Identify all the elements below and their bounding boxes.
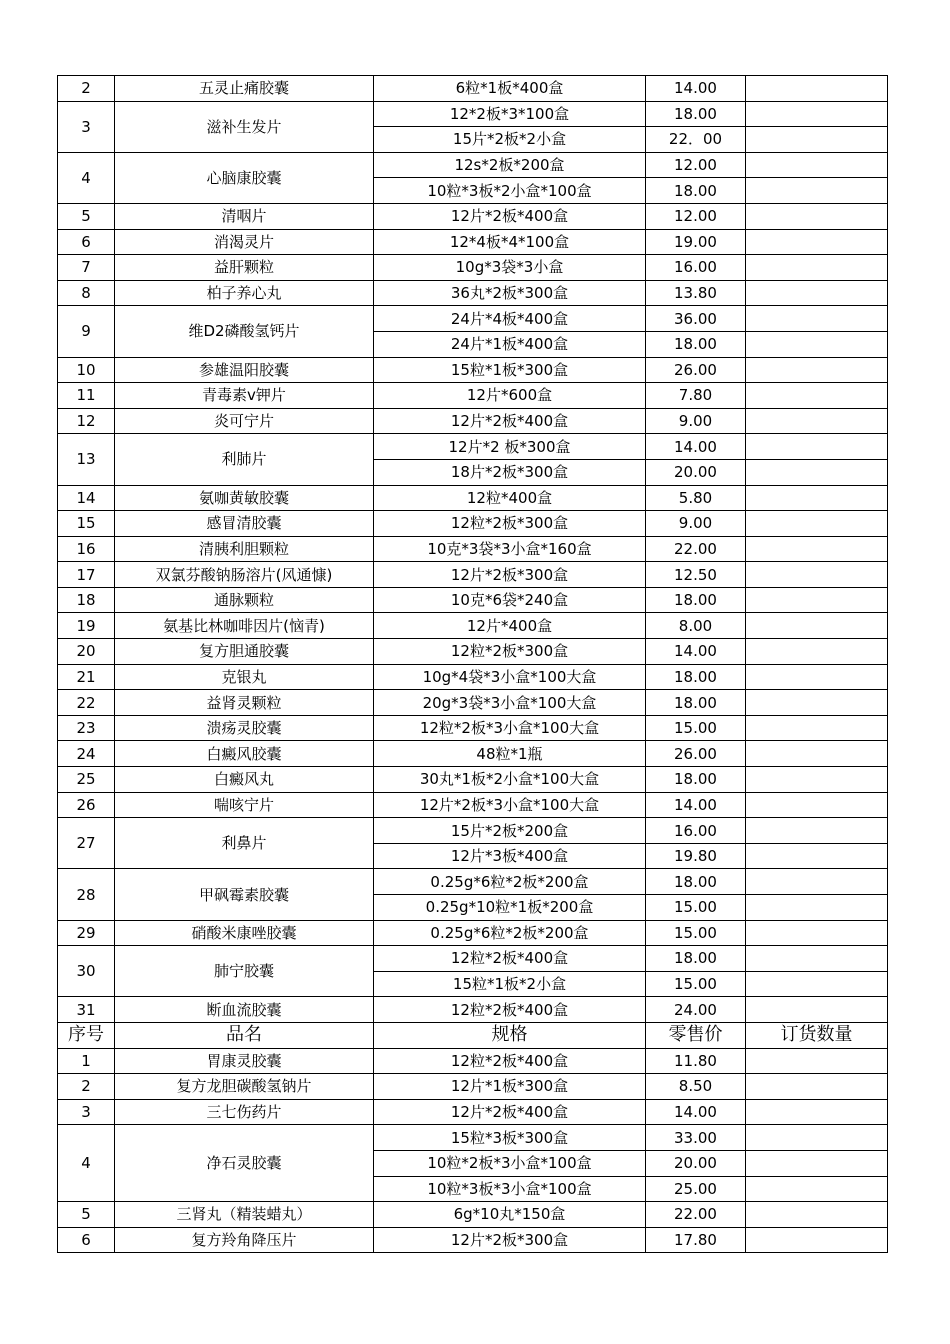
- row-number: 31: [58, 997, 115, 1023]
- table-row: [58, 613, 888, 639]
- price-cell: 15.00: [646, 715, 746, 741]
- qty-cell[interactable]: [746, 587, 888, 613]
- spec-cell: 10克*6袋*240盒: [374, 587, 646, 613]
- qty-cell[interactable]: [746, 690, 888, 716]
- product-name: 清咽片: [115, 203, 374, 229]
- price-cell: 18.00: [646, 178, 746, 204]
- product-name: 喘咳宁片: [115, 792, 374, 818]
- row-number: 6: [58, 229, 115, 255]
- section2-body: [58, 1048, 888, 1253]
- product-name: 氨基比林咖啡因片(恼青): [115, 613, 374, 639]
- table-row: [58, 280, 888, 306]
- product-name: 维D2磷酸氢钙片: [115, 306, 374, 357]
- spec-cell: 12*2板*3*100盒: [374, 101, 646, 127]
- qty-cell[interactable]: [746, 485, 888, 511]
- qty-cell[interactable]: [746, 357, 888, 383]
- row-number: 18: [58, 587, 115, 613]
- row-number: 30: [58, 946, 115, 997]
- price-cell: 8.50: [646, 1074, 746, 1100]
- row-number: 12: [58, 408, 115, 434]
- qty-cell[interactable]: [746, 818, 888, 844]
- row-number: 28: [58, 869, 115, 920]
- spec-cell: 12粒*2板*3小盒*100大盒: [374, 715, 646, 741]
- qty-cell[interactable]: [746, 1048, 888, 1074]
- price-cell: 26.00: [646, 741, 746, 767]
- price-cell: 14.00: [646, 1099, 746, 1125]
- table-header: [58, 1022, 888, 1048]
- product-name: 五灵止痛胶囊: [115, 76, 374, 102]
- row-number: 5: [58, 203, 115, 229]
- price-cell: 18.00: [646, 869, 746, 895]
- row-number: 10: [58, 357, 115, 383]
- product-name: 克银丸: [115, 664, 374, 690]
- spec-cell: 12片*2板*400盒: [374, 203, 646, 229]
- table-row: [58, 639, 888, 665]
- table-row: [58, 1074, 888, 1100]
- price-cell: 18.00: [646, 101, 746, 127]
- qty-cell[interactable]: [746, 127, 888, 153]
- product-name: 清胰利胆颗粒: [115, 536, 374, 562]
- spec-cell: 12片*2板*400盒: [374, 1099, 646, 1125]
- product-name: 白癜风丸: [115, 767, 374, 793]
- price-cell: 14.00: [646, 792, 746, 818]
- product-name: 感冒清胶囊: [115, 511, 374, 537]
- table-row: [58, 76, 888, 102]
- spec-cell: 12片*2板*3小盒*100大盒: [374, 792, 646, 818]
- price-cell: 20.00: [646, 459, 746, 485]
- table-row: [58, 690, 888, 716]
- qty-cell[interactable]: [746, 459, 888, 485]
- price-cell: 14.00: [646, 639, 746, 665]
- spec-cell: 12片*2 板*300盒: [374, 434, 646, 460]
- product-name: 肺宁胶囊: [115, 946, 374, 997]
- price-cell: 11.80: [646, 1048, 746, 1074]
- spec-cell: 12片*600盒: [374, 383, 646, 409]
- table-row: [58, 511, 888, 537]
- product-name: 利鼻片: [115, 818, 374, 869]
- product-name: 炎可宁片: [115, 408, 374, 434]
- price-cell: 12.00: [646, 152, 746, 178]
- qty-cell[interactable]: [746, 1176, 888, 1202]
- row-number: 5: [58, 1202, 115, 1228]
- spec-cell: 0.25g*6粒*2板*200盒: [374, 920, 646, 946]
- price-cell: 15.00: [646, 920, 746, 946]
- table-row: [58, 562, 888, 588]
- price-cell: 36.00: [646, 306, 746, 332]
- price-cell: 18.00: [646, 946, 746, 972]
- table-row: [58, 664, 888, 690]
- spec-cell: 6g*10丸*150盒: [374, 1202, 646, 1228]
- qty-cell[interactable]: [746, 76, 888, 102]
- spec-cell: 48粒*1瓶: [374, 741, 646, 767]
- qty-cell[interactable]: [746, 1099, 888, 1125]
- spec-cell: 15片*2板*200盒: [374, 818, 646, 844]
- header-spec: 规格: [374, 1022, 646, 1048]
- row-number: 2: [58, 1074, 115, 1100]
- spec-cell: 12片*400盒: [374, 613, 646, 639]
- spec-cell: 12s*2板*200盒: [374, 152, 646, 178]
- spec-cell: 0.25g*6粒*2板*200盒: [374, 869, 646, 895]
- spec-cell: 12粒*2板*400盒: [374, 997, 646, 1023]
- table-row: [58, 1227, 888, 1253]
- spec-cell: 12粒*2板*400盒: [374, 1048, 646, 1074]
- price-cell: 18.00: [646, 587, 746, 613]
- row-number: 3: [58, 1099, 115, 1125]
- product-name: 白癜风胶囊: [115, 741, 374, 767]
- price-cell: 19.00: [646, 229, 746, 255]
- product-name: 青毒素v钾片: [115, 383, 374, 409]
- price-cell: 8.00: [646, 613, 746, 639]
- spec-cell: 10g*4袋*3小盒*100大盒: [374, 664, 646, 690]
- product-name: 参雄温阳胶囊: [115, 357, 374, 383]
- price-cell: 15.00: [646, 971, 746, 997]
- qty-cell[interactable]: [746, 741, 888, 767]
- row-number: 21: [58, 664, 115, 690]
- qty-cell[interactable]: [746, 869, 888, 895]
- spec-cell: 12*4板*4*100盒: [374, 229, 646, 255]
- spec-cell: 12片*1板*300盒: [374, 1074, 646, 1100]
- price-cell: 13.80: [646, 280, 746, 306]
- row-number: 29: [58, 920, 115, 946]
- price-cell: 26.00: [646, 357, 746, 383]
- price-cell: 33.00: [646, 1125, 746, 1151]
- spec-cell: 12片*2板*400盒: [374, 408, 646, 434]
- row-number: 23: [58, 715, 115, 741]
- qty-cell[interactable]: [746, 767, 888, 793]
- qty-cell[interactable]: [746, 434, 888, 460]
- product-name: 复方龙胆碳酸氢钠片: [115, 1074, 374, 1100]
- header-no: 序号: [58, 1022, 115, 1048]
- qty-cell[interactable]: [746, 639, 888, 665]
- product-name: 三七伤药片: [115, 1099, 374, 1125]
- price-cell: 14.00: [646, 76, 746, 102]
- drug-price-table: [57, 75, 888, 1253]
- row-number: 14: [58, 485, 115, 511]
- qty-cell[interactable]: [746, 664, 888, 690]
- price-cell: 22．00: [646, 127, 746, 153]
- table-row: [58, 818, 888, 844]
- row-number: 4: [58, 1125, 115, 1202]
- qty-cell[interactable]: [746, 971, 888, 997]
- qty-cell[interactable]: [746, 383, 888, 409]
- product-name: 断血流胶囊: [115, 997, 374, 1023]
- price-cell: 5.80: [646, 485, 746, 511]
- row-number: 6: [58, 1227, 115, 1253]
- product-name: 益肝颗粒: [115, 255, 374, 281]
- qty-cell[interactable]: [746, 843, 888, 869]
- table-row: [58, 383, 888, 409]
- qty-cell[interactable]: [746, 920, 888, 946]
- price-cell: 18.00: [646, 767, 746, 793]
- product-name: 利肺片: [115, 434, 374, 485]
- spec-cell: 10克*3袋*3小盒*160盒: [374, 536, 646, 562]
- row-number: 8: [58, 280, 115, 306]
- spec-cell: 10粒*2板*3小盒*100盒: [374, 1150, 646, 1176]
- table-row: [58, 920, 888, 946]
- qty-cell[interactable]: [746, 1074, 888, 1100]
- price-cell: 16.00: [646, 255, 746, 281]
- qty-cell[interactable]: [746, 280, 888, 306]
- spec-cell: 15粒*1板*2小盒: [374, 971, 646, 997]
- row-number: 1: [58, 1048, 115, 1074]
- product-name: 滋补生发片: [115, 101, 374, 152]
- price-cell: 14.00: [646, 434, 746, 460]
- price-cell: 12.50: [646, 562, 746, 588]
- table-row: [58, 767, 888, 793]
- qty-cell[interactable]: [746, 178, 888, 204]
- table-row: [58, 1202, 888, 1228]
- spec-cell: 12片*2板*300盒: [374, 562, 646, 588]
- row-number: 19: [58, 613, 115, 639]
- table-row: [58, 587, 888, 613]
- qty-cell[interactable]: [746, 946, 888, 972]
- product-name: 复方羚角降压片: [115, 1227, 374, 1253]
- header-name: 品名: [115, 1022, 374, 1048]
- product-name: 消渴灵片: [115, 229, 374, 255]
- spec-cell: 36丸*2板*300盒: [374, 280, 646, 306]
- row-number: 26: [58, 792, 115, 818]
- table-row: [58, 715, 888, 741]
- row-number: 7: [58, 255, 115, 281]
- price-cell: 16.00: [646, 818, 746, 844]
- price-cell: 25.00: [646, 1176, 746, 1202]
- table-row: [58, 229, 888, 255]
- spec-cell: 10粒*3板*2小盒*100盒: [374, 178, 646, 204]
- product-name: 甲砜霉素胶囊: [115, 869, 374, 920]
- price-cell: 20.00: [646, 1150, 746, 1176]
- product-name: 双氯芬酸钠肠溶片(风通慷): [115, 562, 374, 588]
- qty-cell[interactable]: [746, 229, 888, 255]
- row-number: 20: [58, 639, 115, 665]
- table-row: [58, 255, 888, 281]
- row-number: 22: [58, 690, 115, 716]
- spec-cell: 12粒*2板*400盒: [374, 946, 646, 972]
- spec-cell: 20g*3袋*3小盒*100大盒: [374, 690, 646, 716]
- qty-cell[interactable]: [746, 331, 888, 357]
- table-row: [58, 536, 888, 562]
- spec-cell: 10g*3袋*3小盒: [374, 255, 646, 281]
- price-cell: 18.00: [646, 690, 746, 716]
- qty-cell[interactable]: [746, 255, 888, 281]
- qty-cell[interactable]: [746, 408, 888, 434]
- spec-cell: 6粒*1板*400盒: [374, 76, 646, 102]
- spec-cell: 12粒*2板*300盒: [374, 639, 646, 665]
- row-number: 9: [58, 306, 115, 357]
- price-cell: 15.00: [646, 895, 746, 921]
- section1-body: [58, 76, 888, 1023]
- row-number: 4: [58, 152, 115, 203]
- price-cell: 22.00: [646, 536, 746, 562]
- qty-cell[interactable]: [746, 1227, 888, 1253]
- spec-cell: 18片*2板*300盒: [374, 459, 646, 485]
- price-cell: 19.80: [646, 843, 746, 869]
- table-row: [58, 1099, 888, 1125]
- table-row: [58, 152, 888, 178]
- table-row: [58, 869, 888, 895]
- header-price: 零售价: [646, 1022, 746, 1048]
- table-row: [58, 408, 888, 434]
- spec-cell: 30丸*1板*2小盒*100大盒: [374, 767, 646, 793]
- price-cell: 22.00: [646, 1202, 746, 1228]
- row-number: 17: [58, 562, 115, 588]
- spec-cell: 15片*2板*2小盒: [374, 127, 646, 153]
- table-row: [58, 101, 888, 127]
- price-cell: 18.00: [646, 331, 746, 357]
- row-number: 27: [58, 818, 115, 869]
- price-cell: 24.00: [646, 997, 746, 1023]
- table-row: [58, 946, 888, 972]
- table-row: [58, 1048, 888, 1074]
- spec-cell: 24片*4板*400盒: [374, 306, 646, 332]
- row-number: 3: [58, 101, 115, 152]
- price-cell: 12.00: [646, 203, 746, 229]
- price-cell: 9.00: [646, 408, 746, 434]
- spec-cell: 15粒*3板*300盒: [374, 1125, 646, 1151]
- qty-cell[interactable]: [746, 1202, 888, 1228]
- price-cell: 9.00: [646, 511, 746, 537]
- qty-cell[interactable]: [746, 613, 888, 639]
- spec-cell: 0.25g*10粒*1板*200盒: [374, 895, 646, 921]
- table-row: [58, 741, 888, 767]
- table-row: [58, 792, 888, 818]
- product-name: 三肾丸（精装蜡丸）: [115, 1202, 374, 1228]
- qty-cell[interactable]: [746, 306, 888, 332]
- table-row: [58, 203, 888, 229]
- price-cell: 18.00: [646, 664, 746, 690]
- product-name: 柏子养心丸: [115, 280, 374, 306]
- product-name: 胃康灵胶囊: [115, 1048, 374, 1074]
- product-name: 氨咖黄敏胶囊: [115, 485, 374, 511]
- table-row: [58, 434, 888, 460]
- product-name: 心脑康胶囊: [115, 152, 374, 203]
- table-row: [58, 1125, 888, 1151]
- table-row: [58, 997, 888, 1023]
- row-number: 15: [58, 511, 115, 537]
- spec-cell: 12粒*2板*300盒: [374, 511, 646, 537]
- qty-cell[interactable]: [746, 1125, 888, 1151]
- table-row: [58, 306, 888, 332]
- product-name: 硝酸米康唑胶囊: [115, 920, 374, 946]
- qty-cell[interactable]: [746, 792, 888, 818]
- product-name: 益肾灵颗粒: [115, 690, 374, 716]
- qty-cell[interactable]: [746, 536, 888, 562]
- qty-cell[interactable]: [746, 152, 888, 178]
- qty-cell[interactable]: [746, 997, 888, 1023]
- row-number: 16: [58, 536, 115, 562]
- header-row: [58, 1022, 888, 1048]
- spec-cell: 10粒*3板*3小盒*100盒: [374, 1176, 646, 1202]
- row-number: 2: [58, 76, 115, 102]
- price-cell: 17.80: [646, 1227, 746, 1253]
- qty-cell[interactable]: [746, 203, 888, 229]
- row-number: 11: [58, 383, 115, 409]
- row-number: 13: [58, 434, 115, 485]
- qty-cell[interactable]: [746, 511, 888, 537]
- spec-cell: 12片*2板*300盒: [374, 1227, 646, 1253]
- table-row: [58, 357, 888, 383]
- product-name: 通脉颗粒: [115, 587, 374, 613]
- qty-cell[interactable]: [746, 715, 888, 741]
- spec-cell: 12粒*400盒: [374, 485, 646, 511]
- row-number: 24: [58, 741, 115, 767]
- qty-cell[interactable]: [746, 101, 888, 127]
- row-number: 25: [58, 767, 115, 793]
- spec-cell: 12片*3板*400盒: [374, 843, 646, 869]
- qty-cell[interactable]: [746, 562, 888, 588]
- product-name: 净石灵胶囊: [115, 1125, 374, 1202]
- table-row: [58, 485, 888, 511]
- qty-cell[interactable]: [746, 895, 888, 921]
- qty-cell[interactable]: [746, 1150, 888, 1176]
- spec-cell: 24片*1板*400盒: [374, 331, 646, 357]
- header-qty: 订货数量: [746, 1022, 888, 1048]
- product-name: 复方胆通胶囊: [115, 639, 374, 665]
- price-cell: 7.80: [646, 383, 746, 409]
- product-name: 溃疡灵胶囊: [115, 715, 374, 741]
- spec-cell: 15粒*1板*300盒: [374, 357, 646, 383]
